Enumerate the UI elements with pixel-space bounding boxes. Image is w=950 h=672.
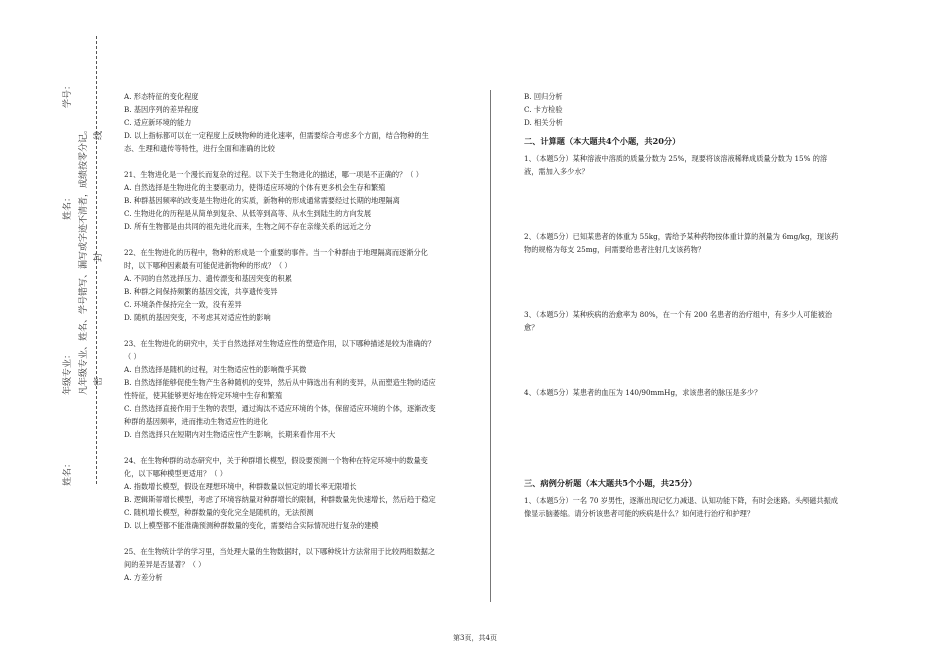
question-stem: 21、生物进化是一个漫长而复杂的过程。以下关于生物进化的描述，哪一项是不正确的？（ ）	[124, 170, 423, 179]
question-stem: 23、在生物进化的研究中，关于自然选择对生物适应性的塑造作用，以下哪种描述是较为准确的？（ ）	[124, 339, 436, 361]
option-c: C. 随机增长模型，种群数量的变化完全是随机的，无法预测	[124, 508, 314, 517]
option-d: D. 自然选择只在短期内对生物适应性产生影响，长期来看作用不大	[124, 430, 336, 439]
question-21	[124, 168, 442, 233]
option-c: C. 自然选择直接作用于生物的表型，通过淘汰不适应环境的个体，保留适应环境的个体，逐渐改变种群的基因频率，进而推动生物适应性的进化	[124, 404, 436, 426]
option-c: C. 环境条件保持完全一致，没有差异	[124, 300, 242, 309]
left-column	[124, 90, 442, 584]
case-question-1: 1、（本题5分）一名 70 岁男性，逐渐出现记忆力减退、认知功能下降，有时会迷路。头颅磁共振成像显示脑萎缩。请分析该患者可能的疾病是什么？如何进行治疗和护理？	[524, 496, 838, 518]
seal-mark-secret: 密	[94, 376, 104, 386]
question-20-options	[124, 90, 442, 155]
option-a: A. 自然选择是随机的过程，对生物适应性的影响微乎其微	[124, 365, 307, 374]
question-stem: 22、在生物进化的历程中，物种的形成是一个重要的事件。当一个种群由于地理隔离而逐渐分化时，以下哪种因素最有可能促进新物种的形成？（ ）	[124, 248, 428, 270]
seal-mark-line: 线	[94, 130, 104, 140]
option-d: D. 所有生物都是由共同的祖先进化而来，生物之间不存在亲缘关系的远近之分	[124, 222, 372, 231]
right-column	[524, 90, 840, 520]
calc-question-3: 3、（本题5分）某种疾病的治愈率为 80%，在一个有 200 名患者的治疗组中，有多少人可能被治愈？	[524, 310, 833, 332]
margin-instruction: 凡年级专业、姓名、学号错写、漏写或字迹不清者，成绩按零分记。	[79, 124, 89, 395]
option-d: D. 随机的基因突变，不考虑其对适应性的影响	[124, 313, 271, 322]
option-b: B. 种群基因频率的改变是生物进化的实质，新物种的形成通常需要经过长期的地理隔离	[124, 196, 400, 205]
page-footer: 第3页，共4页	[453, 634, 497, 642]
option-d: D. 相关分析	[524, 118, 563, 127]
question-stem: 25、在生物统计学的学习里，当处理大量的生物数据时，以下哪种统计方法常用于比较两组数据之间的差异是否显著？（ ）	[124, 547, 436, 569]
option-b: B. 回归分析	[524, 92, 563, 101]
option-b: B. 种群之间保持频繁的基因交流，共享遗传变异	[124, 287, 278, 296]
question-25	[124, 545, 442, 584]
calc-question-2: 2、（本题5分）已知某患者的体重为 55kg，需给予某种药物按体重计算的剂量为 6mg/kg，现该药物的规格为每支 25mg，问需要给患者注射几支该药物？	[524, 232, 839, 254]
question-23	[124, 337, 442, 441]
calc-question-4: 4、（本题5分）某患者的血压为 140/90mmHg，求该患者的脉压是多少？	[524, 388, 762, 397]
option-a: A. 形态特征的变化程度	[124, 92, 199, 101]
option-c: C. 生物进化的历程是从简单到复杂、从低等到高等、从水生到陆生的方向发展	[124, 209, 372, 218]
name-label: 姓名：	[63, 192, 73, 220]
option-d: D. 以上指标都可以在一定程度上反映物种的进化速率，但需要综合考虑多个方面，结合物种的生态、生理和遗传等特性，进行全面和准确的比较	[124, 131, 429, 153]
section-3-title: 三、病例分析题（本大题共5个小题，共25分）	[524, 478, 697, 488]
school-label: 姓名：	[63, 458, 73, 486]
option-b: B. 逻辑斯蒂增长模型，考虑了环境容纳量对种群增长的限制，种群数量先快速增长，然后趋于稳定	[124, 495, 436, 504]
question-stem: 24、在生物种群的动态研究中，关于种群增长模型，假设要预测一个物种在特定环境中的数量变化，以下哪种模型更适用？（ ）	[124, 456, 428, 478]
question-24	[124, 454, 442, 532]
option-a: A. 自然选择是生物进化的主要驱动力，使得适应环境的个体有更多机会生存和繁殖	[124, 183, 386, 192]
column-divider	[490, 90, 491, 602]
section-2-title: 二、计算题（本大题共4个小题，共20分）	[524, 136, 681, 146]
option-a: A. 不同的自然选择压力、遗传漂变和基因突变的积累	[124, 274, 292, 283]
grade-major-label: 年级专业：	[63, 349, 73, 395]
option-d: D. 以上模型都不能准确预测种群数量的变化，需要结合实际情况进行复杂的建模	[124, 521, 379, 530]
option-c: C. 适应新环境的能力	[124, 118, 192, 127]
option-b: B. 基因序列的差异程度	[124, 105, 199, 114]
option-a: A. 方差分析	[124, 573, 163, 582]
binding-dashed-line	[96, 36, 97, 484]
option-b: B. 自然选择能够促使生物产生各种随机的变异，然后从中筛选出有利的变异，从而塑造生物的适应性特征，使其能够更好地在特定环境中生存和繁殖	[124, 378, 436, 400]
calc-question-1: 1、（本题5分）某种溶液中溶质的质量分数为 25%，现要将该溶液稀释成质量分数为 15% 的溶液，需加入多少水？	[524, 154, 828, 176]
question-22	[124, 246, 442, 324]
option-c: C. 卡方检验	[524, 105, 563, 114]
seal-mark-seal: 封	[94, 252, 104, 262]
option-a: A. 指数增长模型，假设在理想环境中，种群数量以恒定的增长率无限增长	[124, 482, 357, 491]
student-id-label: 学号：	[63, 80, 73, 108]
binding-margin	[0, 0, 104, 672]
question-25-options-continued	[524, 90, 840, 129]
